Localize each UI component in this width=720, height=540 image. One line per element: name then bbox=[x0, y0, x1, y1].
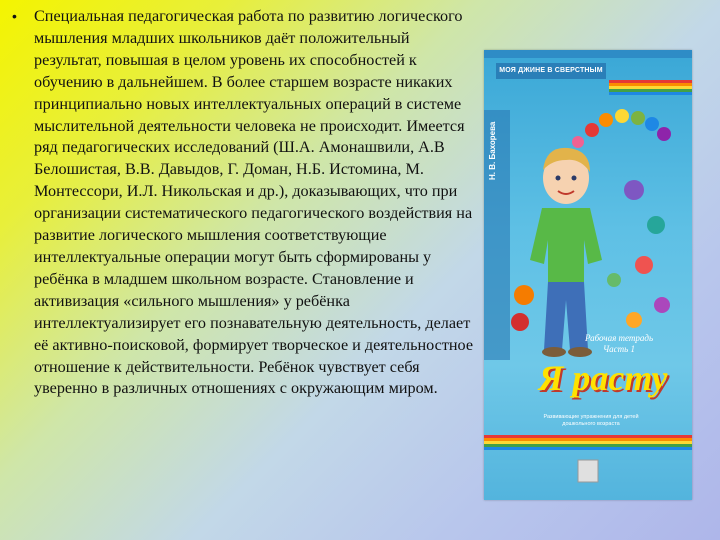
book-blurb: Развивающие упражнения для детей дошкольного возраста bbox=[543, 414, 639, 427]
main-paragraph: Специальная педагогическая работа по развитию логического мышления младших школьников даёт положительный результат, повышая в целом уровень их способностей к обучению в дальнейшем. В более старшем возрасте никаких принципиально новых интеллектуальных операций в системе мыслительной деятельности человека не происходит. Имеется ряд педагогических исследований (Ш.А. Амонашвили, А.В Белошистая, В.В. Давыдов, Г. Доман, Н.Б. Истомина, М. Монтессори, И.Л. Никольская и др.), доказывающих, что при организации систематического педагогического воздействия на развитие логического мышления соответствующие интеллектуальные операции могут быть сформированы у ребёнка в младшем школьном возрасте. Становление и активизация «сильного мышления» у ребёнка интеллектуализирует его познавательную деятельность, делает её активно-поисковой, формирует творческое и деятельностное отношение к действительности. Ребёнок чувствует себя уверенно в различных отношениях с окружающим миром. bbox=[34, 7, 474, 398]
book-cover-image bbox=[484, 50, 692, 500]
book-cover-illustration bbox=[484, 50, 692, 500]
book-title: Я расту bbox=[538, 358, 668, 398]
book-series-label: МОЯ ДЖИНЕ В СВЕРСТНЫМ bbox=[496, 63, 606, 79]
book-subtitle: Рабочая тетрадь Часть 1 bbox=[584, 333, 654, 354]
book-author: Н. В. Бахорева bbox=[488, 121, 497, 180]
bullet-marker: • bbox=[12, 8, 17, 24]
slide-text-block bbox=[12, 6, 474, 400]
